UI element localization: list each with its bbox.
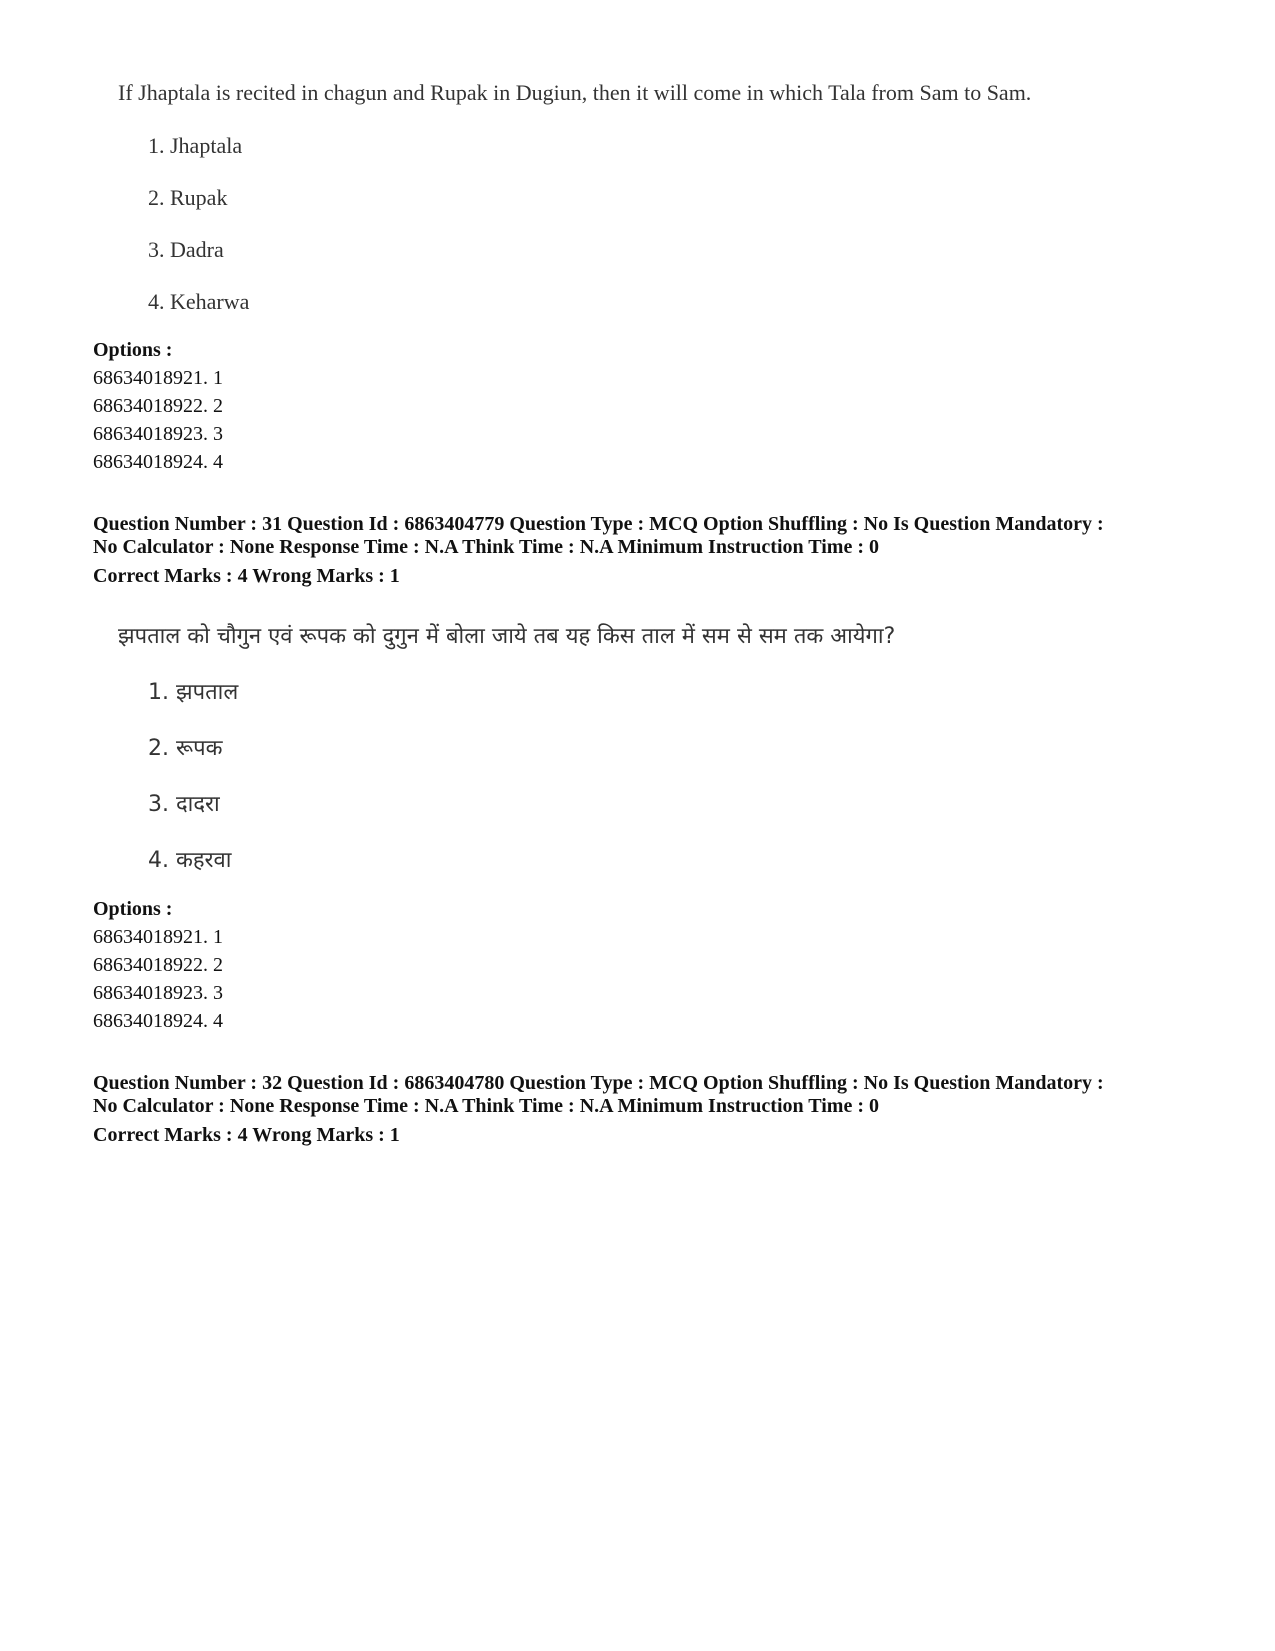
prev-question-text: If Jhaptala is recited in chagun and Rupak in Dugiun, then it will come in which Tala from Sam to Sam. [118,80,1032,105]
q31-option-3: 68634018923. 3 [93,982,223,1004]
q31-choice-1: 1. झपताल [148,680,239,705]
q32-meta-line2: No Calculator : None Response Time : N.A Think Time : N.A Minimum Instruction Time : 0 [93,1095,879,1117]
q31-option-2: 68634018922. 2 [93,954,223,976]
prev-choice-2: 2. Rupak [148,185,228,210]
prev-options-label: Options : [93,339,173,361]
q31-choice-3: 3. दादरा [148,792,220,817]
q31-question-text: झपताल को चौगुन एवं रूपक को दुगुन में बोला जाये तब यह किस ताल में सम से सम तक आयेगा? [118,624,896,649]
q31-options-label: Options : [93,898,173,920]
prev-option-4: 68634018924. 4 [93,451,223,473]
q31-meta-line1: Question Number : 31 Question Id : 6863404779 Question Type : MCQ Option Shuffling : No Is Question Mandatory : [93,513,1104,535]
prev-option-3: 68634018923. 3 [93,423,223,445]
q32-meta-line1: Question Number : 32 Question Id : 6863404780 Question Type : MCQ Option Shuffling : No Is Question Mandatory : [93,1072,1104,1094]
q32-marks: Correct Marks : 4 Wrong Marks : 1 [93,1124,400,1146]
prev-choice-4: 4. Keharwa [148,289,250,314]
prev-choice-3: 3. Dadra [148,237,224,262]
q31-option-1: 68634018921. 1 [93,926,223,948]
prev-choice-1: 1. Jhaptala [148,133,243,158]
q31-choice-4: 4. कहरवा [148,848,232,873]
q31-meta-line2: No Calculator : None Response Time : N.A Think Time : N.A Minimum Instruction Time : 0 [93,536,879,558]
q31-choice-2: 2. रूपक [148,736,223,761]
prev-option-2: 68634018922. 2 [93,395,223,417]
q31-marks: Correct Marks : 4 Wrong Marks : 1 [93,565,400,587]
q31-option-4: 68634018924. 4 [93,1010,223,1032]
prev-option-1: 68634018921. 1 [93,367,223,389]
